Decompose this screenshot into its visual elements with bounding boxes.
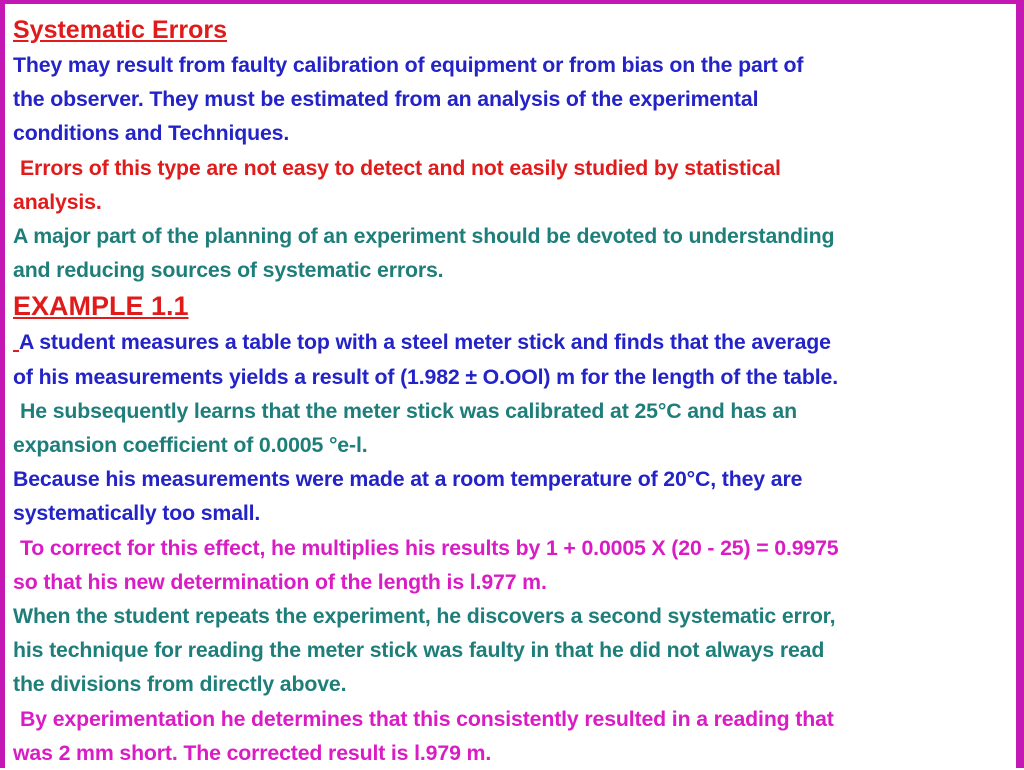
text-line: They may result from faulty calibration of equipment or from bias on the part of	[13, 53, 804, 77]
text-line: was 2 mm short. The corrected result is l.979 m.	[13, 740, 492, 765]
example-paragraph-3	[13, 462, 1013, 530]
text-line	[13, 702, 1013, 736]
text-line: conditions and Techniques.	[13, 121, 290, 146]
planning-paragraph	[13, 219, 1013, 287]
example-paragraph-5	[13, 599, 1013, 702]
example-paragraph-2	[13, 394, 1013, 462]
example-paragraph-4	[13, 531, 1013, 599]
slide-content	[13, 12, 1013, 770]
text-line: A major part of the planning of an experiment should be devoted to understanding	[13, 224, 835, 249]
text-line: Because his measurements were made at a room temperature of 20°C, they are	[13, 467, 803, 492]
text-span: Errors of this type are not easy to detect and not easily studied by statistical	[20, 155, 781, 180]
text-span: By experimentation he determines that this consistently resulted in a reading that	[20, 706, 834, 731]
example-paragraph-6	[13, 702, 1013, 770]
text-line	[13, 325, 1013, 359]
example-paragraph-1	[13, 325, 1013, 393]
text-line: analysis.	[13, 189, 102, 214]
warning-paragraph	[13, 151, 1013, 219]
intro-paragraph	[13, 48, 1013, 151]
text-span: He subsequently learns that the meter stick was calibrated at 25°C and has an	[20, 398, 797, 423]
text-line	[13, 394, 1013, 428]
text-line: expansion coefficient of 0.0005 °e-l.	[13, 433, 368, 458]
text-span: To correct for this effect, he multiplies his results by 1 + 0.0005 X (20 - 25) = 0.9975	[20, 535, 839, 560]
text-line	[13, 531, 1013, 565]
example-title: EXAMPLE 1.1	[13, 291, 189, 322]
text-line: When the student repeats the experiment, he discovers a second systematic error,	[13, 604, 836, 629]
text-line: the divisions from directly above.	[13, 672, 347, 697]
text-line: systematically too small.	[13, 501, 261, 526]
page-title: Systematic Errors	[13, 16, 228, 44]
text-line: and reducing sources of systematic errors.	[13, 258, 444, 283]
text-line: his technique for reading the meter stick was faulty in that he did not always read	[13, 638, 825, 663]
text-span: A student measures a table top with a steel meter stick and finds that the average	[19, 330, 831, 355]
text-line: the observer. They must be estimated from an analysis of the experimental	[13, 87, 759, 112]
text-line	[13, 151, 1013, 185]
text-line: so that his new determination of the length is l.977 m.	[13, 569, 547, 594]
text-line: of his measurements yields a result of (1.982 ± O.OOl) m for the length of the table.	[13, 364, 838, 389]
